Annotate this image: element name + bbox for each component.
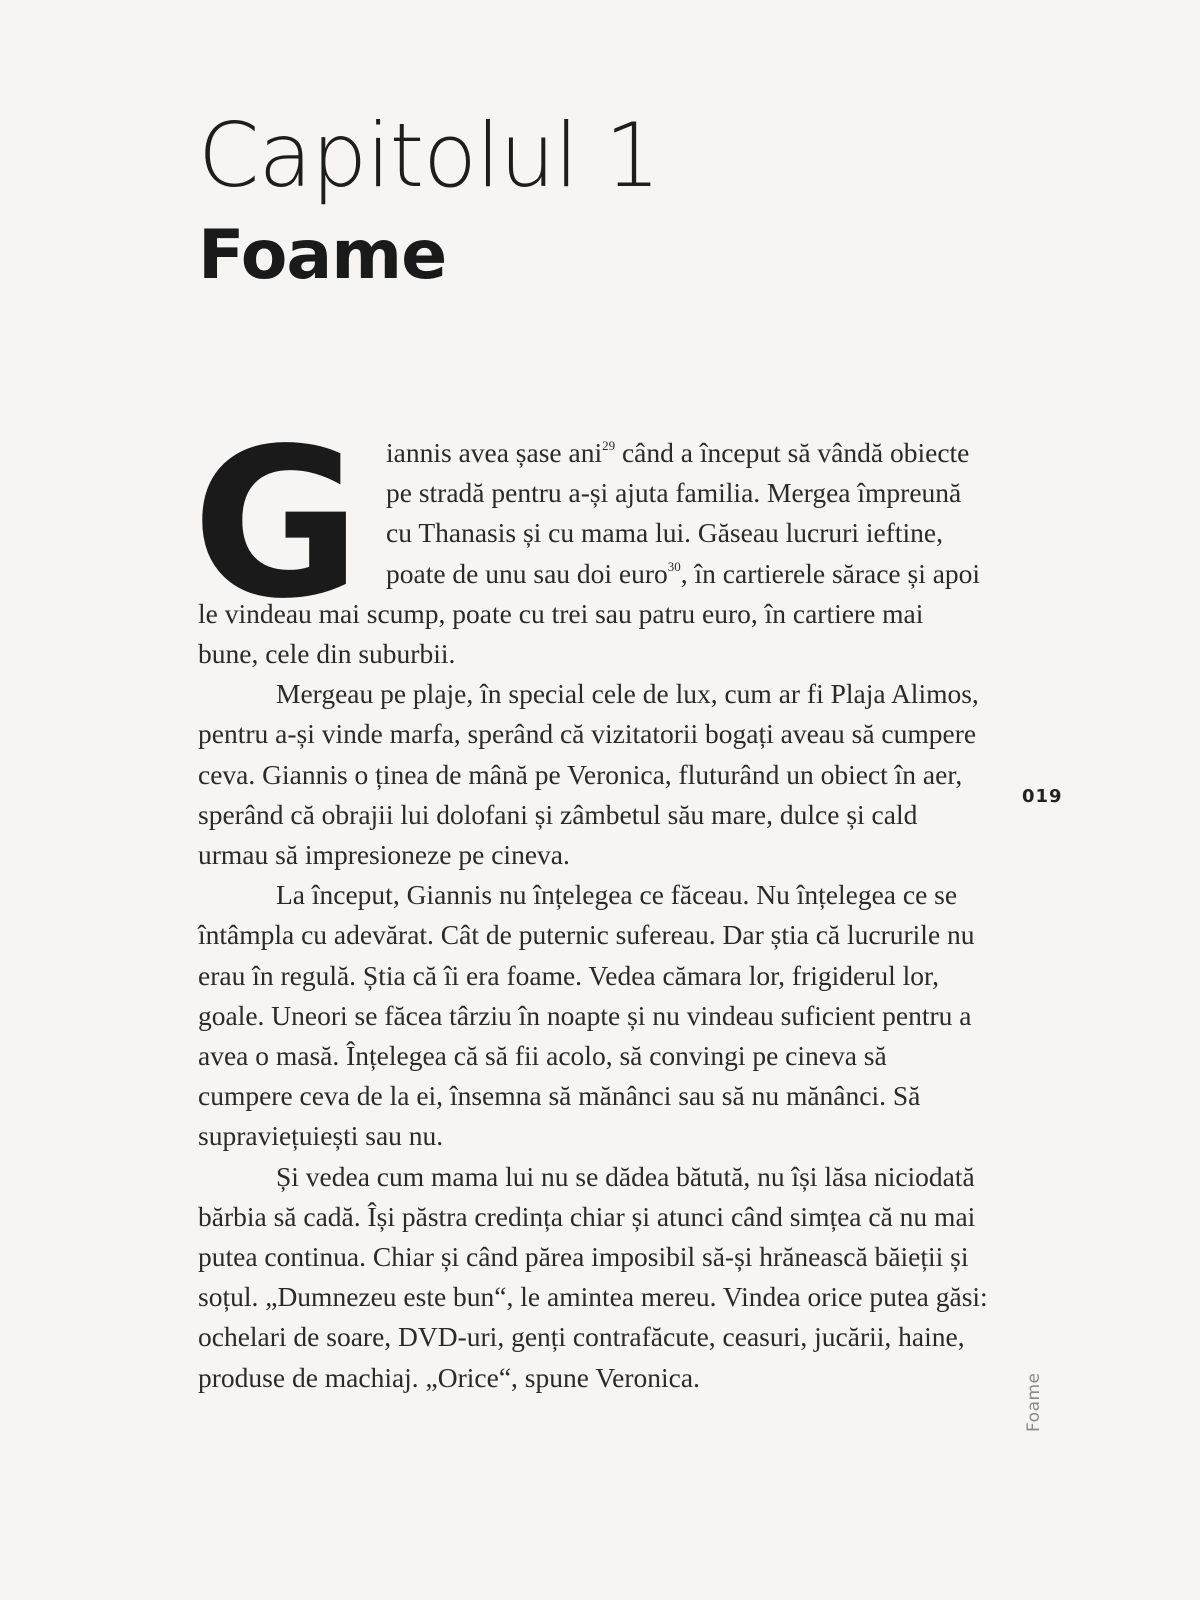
paragraph-4: Și vedea cum mama lui nu se dădea bătută, nu își lăsa niciodată bărbia să cadă. Își păstra credința chiar și atunci când simțea că nu mai putea continua. Chiar și când părea imposibil să-și hrănească băieții și soțul. „Dumnezeu este bun“, le amintea mereu. Vindea orice putea găsi: ochelari de soare, DVD-uri, genți contrafăcute, ceasuri, jucării, haine, produse de machiaj. „Orice“, spune Veronica. <box>198 1160 988 1393</box>
paragraph-1-text-a: iannis avea șase ani <box>386 437 603 468</box>
dropcap-letter: G <box>192 404 362 644</box>
page-number: 019 <box>1022 786 1063 807</box>
paragraph-1 <box>192 404 988 674</box>
chapter-title-heading: Foame <box>198 216 447 295</box>
footnote-marker-29[interactable]: 29 <box>602 438 616 453</box>
running-head-vertical: Foame <box>1024 1372 1044 1432</box>
paragraph-1-text-b: când a început să vândă obiecte pe stradă pentru a-și ajuta familia. Mergea împreună cu Thanasis și cu mama lui. Găseau lucruri ieftine, poate de unu sau doi euro <box>386 437 970 589</box>
chapter-body-text <box>192 404 988 1398</box>
paragraph-2: Mergeau pe plaje, în special cele de lux, cum ar fi Plaja Alimos, pentru a-și vinde marfa, sperând că vizitatorii bogați aveau să cumpere ceva. Giannis o ținea de mână pe Veronica, fluturând un obiect în aer, sperând că obrajii lui dolofani și zâmbetul său mare, dulce și cald urmau să impresioneze pe cineva. <box>198 678 979 871</box>
footnote-marker-30[interactable]: 30 <box>667 558 681 574</box>
dropcap-container <box>192 404 386 644</box>
paragraph-1-text-c: , în cartierele sărace și apoi le vindeau mai scump, poate cu trei sau patru euro, în cartiere mai bune, cele din suburbii. <box>198 557 981 670</box>
paragraph-3: La început, Giannis nu înțelegea ce făceau. Nu înțelegea ce se întâmpla cu adevărat. Cât de puternic sufereau. Dar știa că lucrurile nu erau în regulă. Știa că îi era foame. Vedea cămara lor, frigiderul lor, goale. Uneori se făcea târziu în noapte și nu vindeau suficient pentru a avea o masă. Înțelegea că să fii acolo, să convingi pe cineva să cumpere ceva de la ei, însemna să mănânci sau să nu mănânci. Să supraviețuiești sau nu. <box>198 879 975 1152</box>
chapter-number-heading: Capitolul 1 <box>198 104 660 207</box>
